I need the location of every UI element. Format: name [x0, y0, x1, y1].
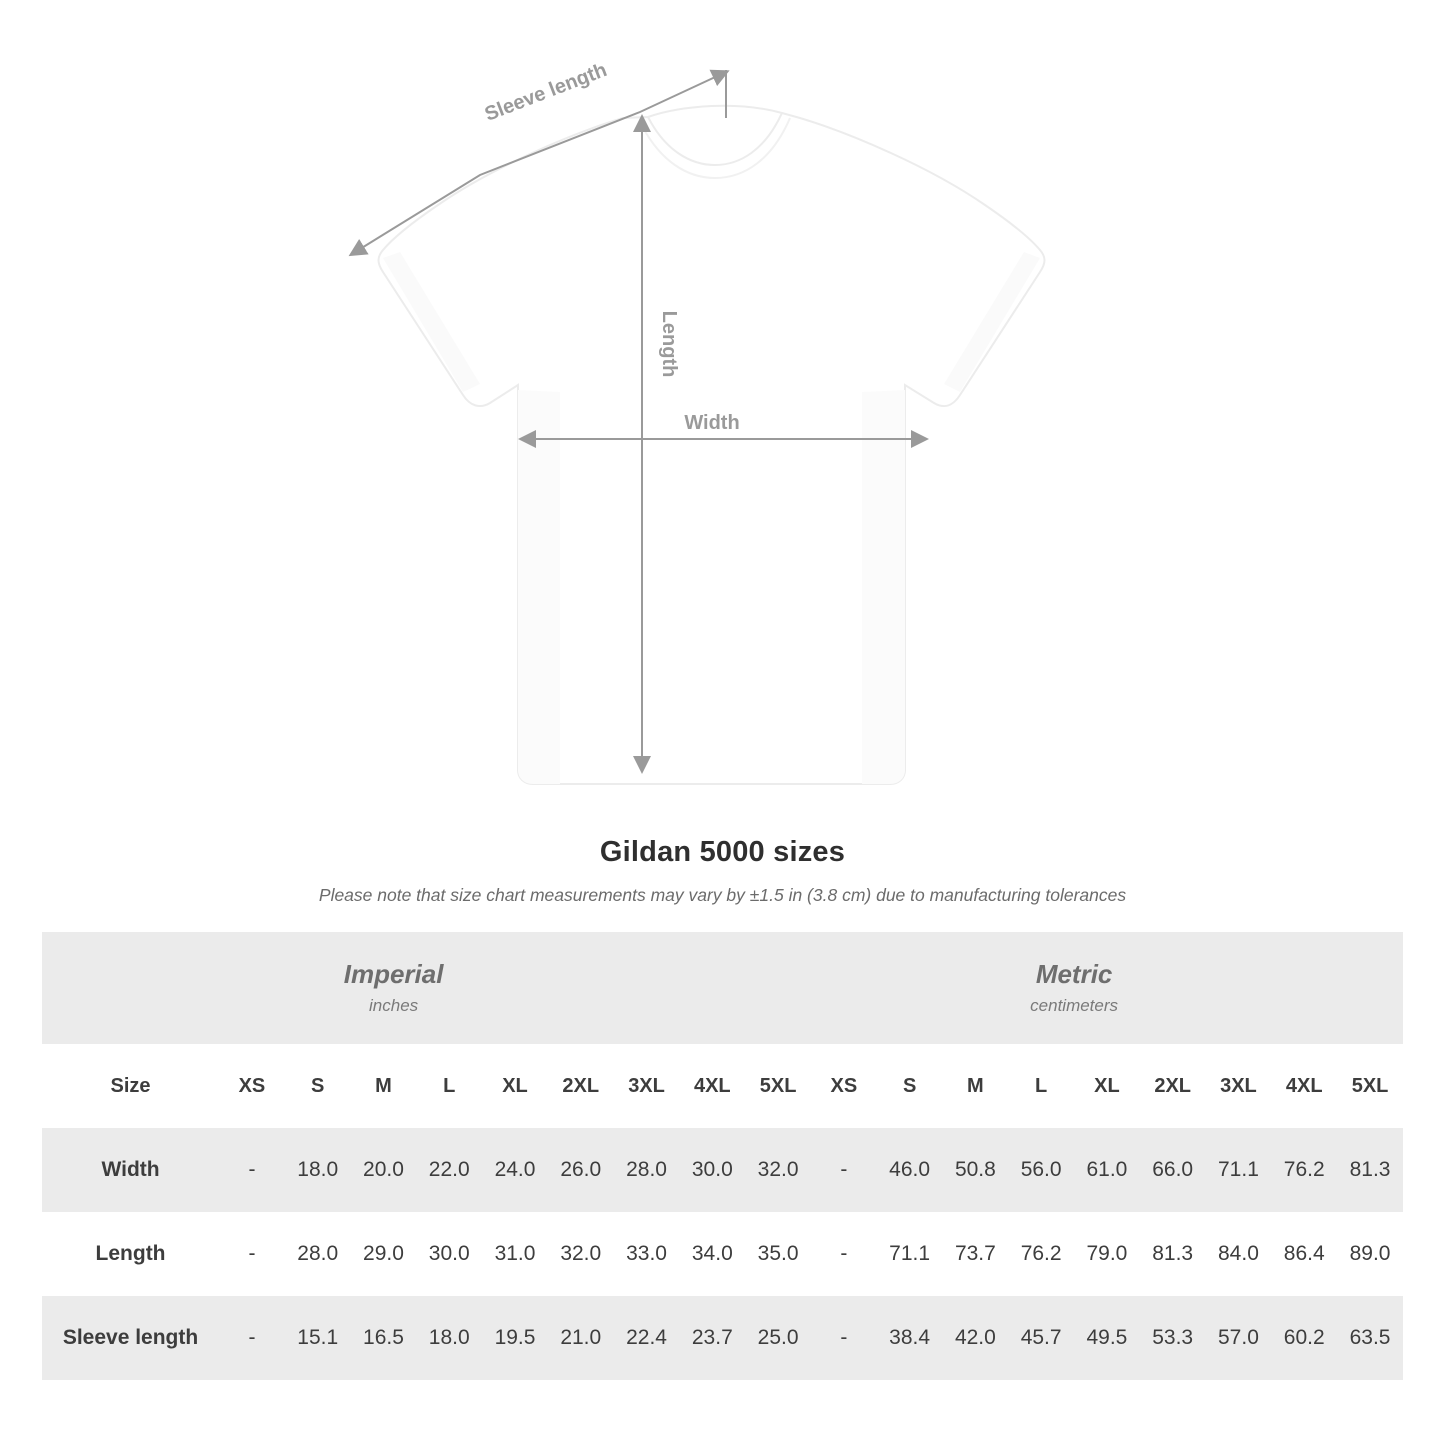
- cell-width-met-l: 56.0: [1008, 1128, 1074, 1212]
- size-header-imp-4xl: 4XL: [679, 1044, 745, 1128]
- sleeve-length-label: Sleeve length: [481, 59, 610, 126]
- unit-name-imperial: Imperial: [343, 959, 444, 990]
- cell-length-imp-5xl: 35.0: [745, 1212, 811, 1296]
- cell-width-imp-4xl: 30.0: [679, 1128, 745, 1212]
- unit-band-row: [42, 932, 1403, 1044]
- size-header-row: [42, 1044, 1403, 1128]
- cell-width-met-xs: -: [811, 1128, 877, 1212]
- size-header-imp-2xl: 2XL: [548, 1044, 614, 1128]
- corner-label: Size: [42, 1044, 219, 1128]
- cell-sleeve-imp-4xl: 23.7: [679, 1296, 745, 1380]
- unit-header-imperial: [42, 932, 745, 1044]
- cell-sleeve-imp-l: 18.0: [416, 1296, 482, 1380]
- size-header-imp-xs: XS: [219, 1044, 285, 1128]
- cell-sleeve-met-2xl: 53.3: [1140, 1296, 1206, 1380]
- cell-sleeve-met-xs: -: [811, 1296, 877, 1380]
- cell-sleeve-imp-3xl: 22.4: [614, 1296, 680, 1380]
- size-header-met-xs: XS: [811, 1044, 877, 1128]
- cell-width-imp-m: 20.0: [351, 1128, 417, 1212]
- size-header-imp-5xl: 5XL: [745, 1044, 811, 1128]
- cell-sleeve-imp-m: 16.5: [351, 1296, 417, 1380]
- table-row-width: [42, 1128, 1403, 1212]
- cell-length-met-4xl: 86.4: [1271, 1212, 1337, 1296]
- size-header-imp-m: M: [351, 1044, 417, 1128]
- size-header-met-s: S: [877, 1044, 943, 1128]
- cell-width-met-3xl: 71.1: [1206, 1128, 1272, 1212]
- cell-length-imp-4xl: 34.0: [679, 1212, 745, 1296]
- size-header-met-5xl: 5XL: [1337, 1044, 1403, 1128]
- page-title: Gildan 5000 sizes: [599, 836, 846, 868]
- cell-width-imp-xs: -: [219, 1128, 285, 1212]
- size-header-met-m: M: [943, 1044, 1009, 1128]
- cell-width-imp-2xl: 26.0: [548, 1128, 614, 1212]
- cell-length-imp-3xl: 33.0: [614, 1212, 680, 1296]
- cell-width-imp-xl: 24.0: [482, 1128, 548, 1212]
- length-label: Length: [658, 310, 680, 378]
- cell-length-met-xs: -: [811, 1212, 877, 1296]
- cell-width-imp-5xl: 32.0: [745, 1128, 811, 1212]
- cell-width-met-s: 46.0: [877, 1128, 943, 1212]
- cell-width-met-5xl: 81.3: [1337, 1128, 1403, 1212]
- cell-width-met-2xl: 66.0: [1140, 1128, 1206, 1212]
- cell-length-met-xl: 79.0: [1074, 1212, 1140, 1296]
- cell-width-met-m: 50.8: [943, 1128, 1009, 1212]
- cell-width-imp-l: 22.0: [416, 1128, 482, 1212]
- cell-length-met-5xl: 89.0: [1337, 1212, 1403, 1296]
- cell-width-imp-s: 18.0: [285, 1128, 351, 1212]
- cell-length-imp-l: 30.0: [416, 1212, 482, 1296]
- cell-sleeve-met-l: 45.7: [1008, 1296, 1074, 1380]
- unit-sub-imperial: inches: [369, 995, 419, 1015]
- cell-width-met-4xl: 76.2: [1271, 1128, 1337, 1212]
- tshirt-shape: [379, 106, 1045, 784]
- size-header-imp-xl: XL: [482, 1044, 548, 1128]
- cell-sleeve-met-s: 38.4: [877, 1296, 943, 1380]
- cell-sleeve-imp-2xl: 21.0: [548, 1296, 614, 1380]
- title-block: [0, 836, 1445, 906]
- size-table: [42, 932, 1403, 1380]
- size-header-met-l: L: [1008, 1044, 1074, 1128]
- row-label-width: Width: [42, 1128, 219, 1212]
- cell-length-imp-s: 28.0: [285, 1212, 351, 1296]
- cell-length-met-3xl: 84.0: [1206, 1212, 1272, 1296]
- size-header-imp-3xl: 3XL: [614, 1044, 680, 1128]
- size-header-imp-l: L: [416, 1044, 482, 1128]
- cell-width-imp-3xl: 28.0: [614, 1128, 680, 1212]
- cell-sleeve-imp-5xl: 25.0: [745, 1296, 811, 1380]
- width-label: Width: [684, 412, 740, 434]
- table-row-sleeve-length: [42, 1296, 1403, 1380]
- row-label-length: Length: [42, 1212, 219, 1296]
- cell-sleeve-met-5xl: 63.5: [1337, 1296, 1403, 1380]
- cell-sleeve-imp-s: 15.1: [285, 1296, 351, 1380]
- size-header-met-xl: XL: [1074, 1044, 1140, 1128]
- cell-sleeve-met-xl: 49.5: [1074, 1296, 1140, 1380]
- cell-length-imp-m: 29.0: [351, 1212, 417, 1296]
- size-header-met-2xl: 2XL: [1140, 1044, 1206, 1128]
- cell-length-imp-2xl: 32.0: [548, 1212, 614, 1296]
- size-header-met-4xl: 4XL: [1271, 1044, 1337, 1128]
- row-label-sleeve-length: Sleeve length: [42, 1296, 219, 1380]
- cell-length-met-l: 76.2: [1008, 1212, 1074, 1296]
- unit-name-metric: Metric: [1035, 959, 1113, 990]
- unit-header-metric: [745, 932, 1403, 1044]
- cell-sleeve-imp-xl: 19.5: [482, 1296, 548, 1380]
- cell-length-met-m: 73.7: [943, 1212, 1009, 1296]
- cell-length-met-s: 71.1: [877, 1212, 943, 1296]
- cell-length-imp-xl: 31.0: [482, 1212, 548, 1296]
- cell-sleeve-imp-xs: -: [219, 1296, 285, 1380]
- cell-length-imp-xs: -: [219, 1212, 285, 1296]
- cell-length-met-2xl: 81.3: [1140, 1212, 1206, 1296]
- cell-width-met-xl: 61.0: [1074, 1128, 1140, 1212]
- cell-sleeve-met-4xl: 60.2: [1271, 1296, 1337, 1380]
- size-header-imp-s: S: [285, 1044, 351, 1128]
- table-row-length: [42, 1212, 1403, 1296]
- cell-sleeve-met-m: 42.0: [943, 1296, 1009, 1380]
- size-table-wrapper: [42, 932, 1403, 1380]
- cell-sleeve-met-3xl: 57.0: [1206, 1296, 1272, 1380]
- unit-sub-metric: centimeters: [1030, 995, 1119, 1015]
- size-header-met-3xl: 3XL: [1206, 1044, 1272, 1128]
- tolerance-note: Please note that size chart measurements may vary by ±1.5 in (3.8 cm) due to manufacturing tolerances: [318, 885, 1127, 905]
